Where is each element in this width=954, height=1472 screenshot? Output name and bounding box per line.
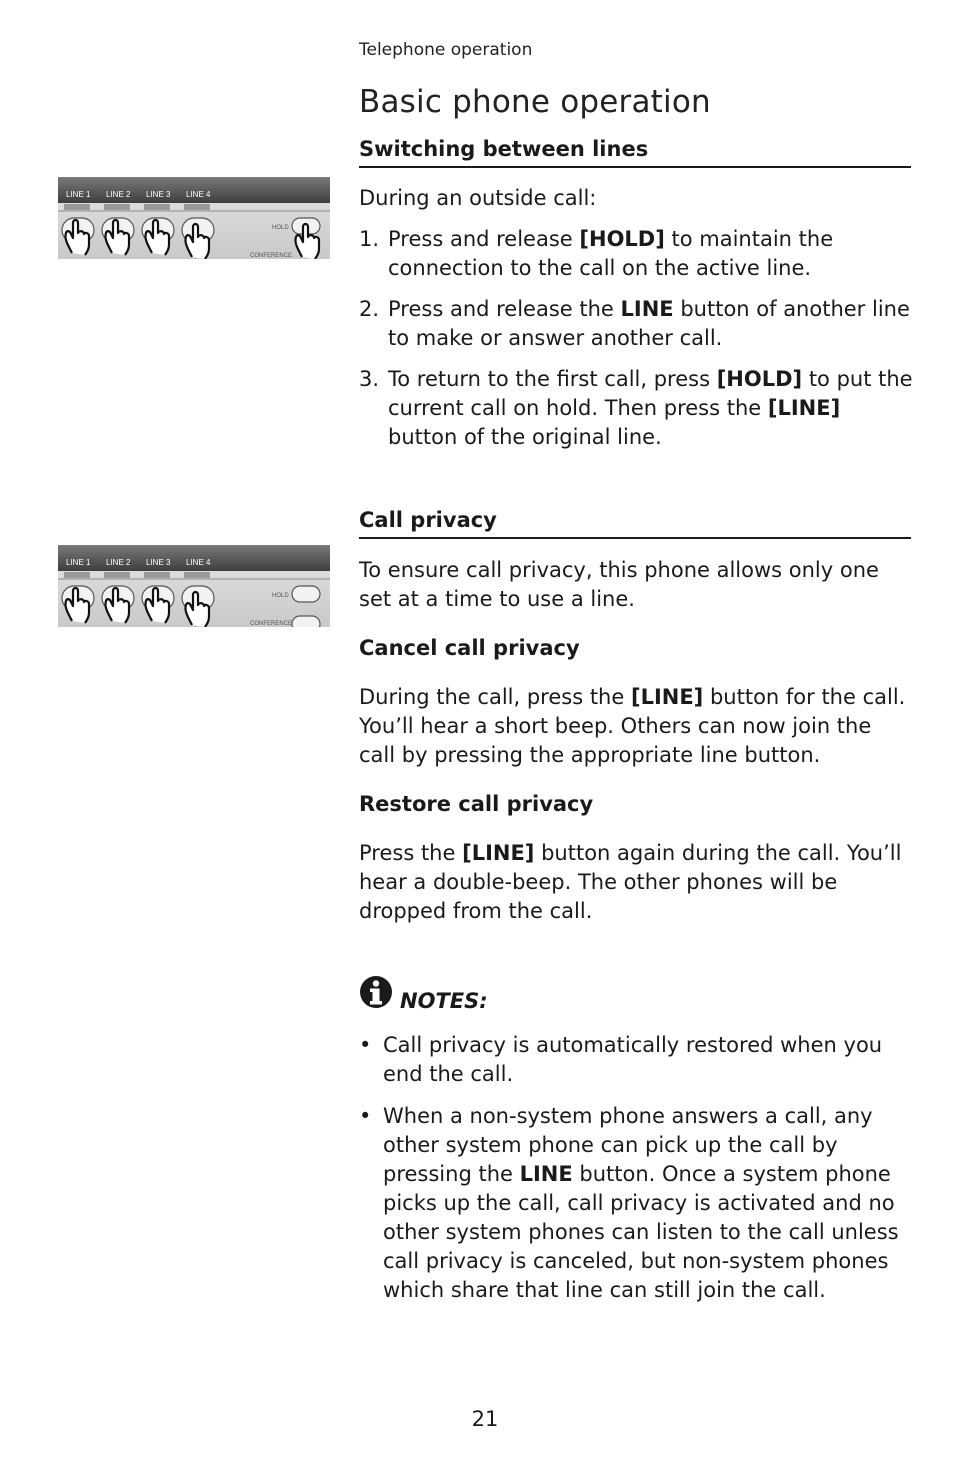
note-item-2: • When a non-system phone answers a call, any other system phone can pick up the call by pressing the LINE button. Once a system phone picks up the call, call privacy is activated and no other system phones can listen to the call unless call privacy is canceled, but non-system phones which share that line can still join the call. <box>359 1104 899 1302</box>
info-icon <box>359 975 393 1011</box>
phone-buttons-illustration <box>58 545 330 627</box>
subheading-cancel-privacy: Cancel call privacy <box>359 636 580 660</box>
switching-step-3: 3. To return to the first call, press [HOLD] to put the current call on hold. Then press the [LINE] button of the original line. <box>359 367 913 449</box>
notes-list <box>359 1031 914 1318</box>
page-title: Basic phone operation <box>359 84 711 120</box>
note-item-1: • Call privacy is automatically restored when you end the call. <box>359 1033 883 1086</box>
switching-steps <box>359 225 914 464</box>
panel-hold-label: HOLD <box>272 225 289 231</box>
phone-panel-illustration-privacy <box>58 545 330 627</box>
phone-panel-illustration-switching <box>58 177 330 259</box>
page-number: 21 <box>471 1407 499 1431</box>
section-heading-switching: Switching between lines <box>359 137 911 168</box>
panel-line-3-label: LINE 3 <box>146 190 171 199</box>
section-heading-call-privacy: Call privacy <box>359 508 911 539</box>
panel-line-4-label: LINE 4 <box>186 190 211 199</box>
panel-hold-label: HOLD <box>272 593 289 599</box>
panel-line-2-label: LINE 2 <box>106 558 131 567</box>
switching-step-2: 2. Press and release the LINE button of another line to make or answer another call. <box>359 297 910 350</box>
switching-intro: During an outside call: <box>359 186 597 210</box>
notes-label: NOTES: <box>400 989 488 1013</box>
restore-privacy-text: Press the [LINE] button again during the call. You’ll hear a double-beep. The other phones will be dropped from the call. <box>359 841 902 923</box>
panel-line-3-label: LINE 3 <box>146 558 171 567</box>
notes-header <box>359 975 488 1015</box>
switching-step-1: 1. Press and release [HOLD] to maintain the connection to the call on the active line. <box>359 227 834 280</box>
cancel-privacy-text: During the call, press the [LINE] button for the call. You’ll hear a short beep. Others can now join the call by pressing the appropriate line button. <box>359 685 906 767</box>
privacy-intro: To ensure call privacy, this phone allows only one set at a time to use a line. <box>359 558 879 611</box>
panel-line-4-label: LINE 4 <box>186 558 211 567</box>
phone-buttons-illustration <box>58 177 330 259</box>
panel-line-1-label: LINE 1 <box>66 558 91 567</box>
section-label: Telephone operation <box>359 40 533 60</box>
subheading-restore-privacy: Restore call privacy <box>359 792 594 816</box>
panel-conference-label: CONFERENCE <box>250 621 293 627</box>
panel-line-2-label: LINE 2 <box>106 190 131 199</box>
panel-conference-label: CONFERENCE <box>250 253 293 259</box>
panel-line-1-label: LINE 1 <box>66 190 91 199</box>
